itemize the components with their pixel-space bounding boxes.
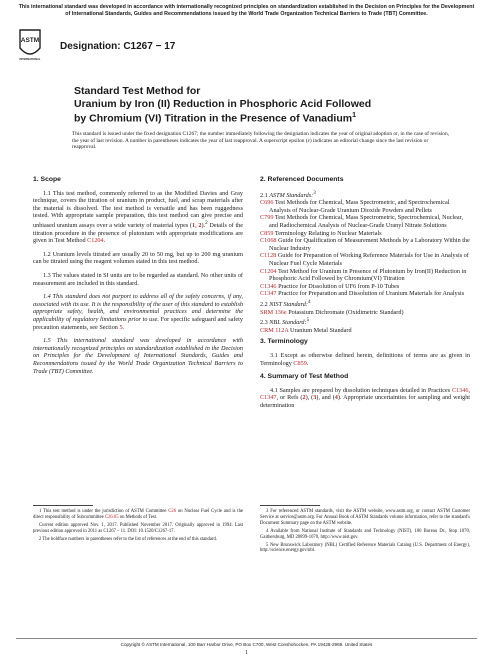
tbt-notice: This international standard was developed in accordance with internationally recognized principles on standardization established in the Decision on Principles for the Development of International Standards, Guides and Recommendations issued by the World Trade Organization Technical Barriers to Trade (TBT) Committee. (18, 4, 475, 17)
astm-reference-item: C1128 Guide for Preparation of Working Reference Materials for Use in Analysis of Nuclear Fuel Cycle Materials (260, 252, 469, 267)
para-1-5: 1.5 This international standard was developed in accordance with internationally recognized principles on standardization established in the Decision on Principles for the Development of International Standards, Guides and Recommendations issued by the World Trade Organization Technical Barriers to Trade (TBT) Committee. (33, 337, 243, 375)
ref-link-4[interactable]: 4 (334, 394, 338, 402)
link-c1347[interactable]: C1347 (260, 290, 277, 298)
link-c696[interactable]: C696 (260, 199, 274, 207)
footnote-5: 5 New Brunswick Laboratory (NBL) Certified Reference Materials Catalog (U.S. Department of Energy), http://science.energy.gov/nbl. (260, 542, 470, 554)
title-line-2: Uranium by Iron (II) Reduction in Phosphoric Acid Followed (74, 97, 372, 110)
nist-reference: SRM 136e Potassium Dichromate (Oxidimetric Standard) (260, 308, 404, 316)
link-c1068[interactable]: C1068 (260, 237, 277, 245)
para-1-1: 1.1 This test method, commonly referred to as the Modified Davies and Gray technique, covers the titration of uranium in product, fuel, and scrap materials after the material is dissolved. The test method is versatile and has been ruggedness tested. With appropriate sample preparation, this test method can give precise and unbiased uranium assays over a wide variety of material types (1, 2).$^2$ Details of the titration procedure in the presence of plutonium with appropriate modifications are given in Test Method C1204. (33, 189, 244, 245)
section-4-title: 4. Summary of Test Method (260, 373, 349, 381)
footnote-4: 4 Available from National Institute of Standards and Technology (NIST), 100 Bureau Dr., Stop 1070, Gaithersburg, MD 20899-1070, http://www.nist.gov. (260, 528, 470, 540)
link-c799[interactable]: C799 (260, 214, 274, 222)
footer-rule (16, 638, 477, 639)
title-line-3: by Chromium (VI) Titration in the Presence of Vanadium (74, 112, 353, 125)
title-line-1: Standard Test Method for (74, 85, 201, 97)
right-column (260, 176, 470, 416)
footnote-current-edition: Current edition approved Nov. 1, 2017. Published November 2017. Originally approved in 1994. Last previous edition approved in 2011 as C1267 – 11. DOI: 10.1520/C1267-17. (33, 522, 243, 534)
link-c1346[interactable]: C1346 (260, 282, 277, 290)
nbl-reference: CRM 112A Uranium Metal Standard (260, 326, 352, 334)
para-1-3: 1.3 The values stated in SI units are to be regarded as standard. No other units of measurement are included in this standard. (33, 272, 243, 287)
link-c1346[interactable]: C1346 (451, 386, 469, 394)
link-c859[interactable]: C859 (293, 359, 307, 367)
footnote-rule-right (260, 505, 320, 506)
link-c1204[interactable]: C1204 (87, 237, 104, 245)
para-1-4: 1.4 This standard does not purport to address all of the safety concerns, if any, associated with its use. It is the responsibility of the user of this standard to establish appropriate safety, health, and environmental practices and determine the applicability of regulatory limitations prior to use. For specific safeguard and safety precaution statements, see Section 5. (33, 293, 243, 331)
page-number: 1 (245, 650, 248, 656)
nbl-standard-heading: 2.3 NBL Standard:$^5$ (260, 317, 310, 327)
designation: Designation: C1267 − 17 (60, 41, 176, 52)
astm-reference-item: C799 Test Methods for Chemical, Mass Spectrometric, Spectrochemical, Nuclear, and Radiochemical Analysis of Nuclear-Grade Uranyl Nitrate Solutions (260, 214, 464, 230)
section-2-title: 2. Referenced Documents (260, 176, 344, 183)
link-srm-136e[interactable]: SRM 136e (260, 308, 287, 316)
footnote-rule-left (33, 505, 93, 506)
footnotes-right (260, 509, 470, 556)
astm-reference-item: C1347 Practice for Preparation and Dissolution of Uranium Materials for Analysis (260, 290, 465, 298)
footnote-2: 2 The boldface numbers in parentheses refer to the list of references at the end of this standard. (39, 536, 217, 542)
ref-link-3[interactable]: 3 (313, 394, 317, 402)
link-crm-112a[interactable]: CRM 112A (260, 326, 289, 334)
astm-reference-item: C859 Terminology Relating to Nuclear Materials (260, 229, 382, 237)
astm-logo (18, 28, 42, 62)
section-1-title: 1. Scope (33, 176, 61, 183)
document-title (74, 85, 434, 125)
para-3-1: 3.1 Except as otherwise defined herein, definitions of terms are as given in Terminology C859. (260, 352, 470, 367)
ref-link-2[interactable]: 2 (198, 222, 202, 230)
title-footnote-mark: 1 (352, 112, 357, 120)
ref-link-2b[interactable]: 2 (302, 394, 306, 402)
footnote-1: 1 This test method is under the jurisdiction of ASTM Committee C26 on Nuclear Fuel Cycle and is the direct responsibility of Subcommittee C26.05 on Methods of Test. (33, 509, 243, 520)
svg-text:ASTM: ASTM (20, 37, 40, 44)
link-c859[interactable]: C859 (260, 229, 274, 237)
link-c26-05[interactable]: C26.05 (104, 514, 119, 520)
astm-reference-item: C696 Test Methods for Chemical, Mass Spectrometric, and Spectrochemical Analysis of Nuclear-Grade Uranium Dioxide Powders and Pellets (260, 199, 450, 214)
footnotes-left (33, 509, 243, 545)
para-4-1: 4.1 Samples are prepared by dissolution techniques detailed in Practices C1346, C1347, or Refs (2), (3), and (4). Appropriate uncertainties for sampling and weight determination (260, 386, 471, 410)
astm-reference-item: C1068 Guide for Qualification of Measurement Methods by a Laboratory Within the Nuclear Industry (260, 237, 470, 252)
left-column (33, 176, 243, 381)
para-1-2: 1.2 Uranium levels titrated are usually 20 to 50 mg, but up to 200 mg uranium can be titrated using the reagent volumes stated in this test method. (33, 250, 243, 266)
astm-reference-item: C1346 Practice for Dissolution of UF6 from P-10 Tubes (260, 282, 400, 290)
link-section-5[interactable]: 5 (119, 323, 123, 331)
footnote-3: 3 For referenced ASTM standards, visit the ASTM website, www.astm.org, or contact ASTM Customer Service at service@astm.org. For Annual Book of ASTM Standards volume information, refer to the standard's Document Summary page on the ASTM website. (260, 509, 470, 526)
standard-issue-notice: This standard is issued under the fixed designation C1267; the number immediately following the designation indicates the year of original adoption or, in the case of revision, the year of last revision. A number in parentheses indicates the year of last reapproval. A superscript epsilon (ε) indicates an editorial change since the last revision or reapproval. (72, 131, 450, 151)
section-3-title: 3. Terminology (260, 338, 308, 346)
svg-text:INTERNATIONAL: INTERNATIONAL (19, 58, 41, 61)
link-c1128[interactable]: C1128 (260, 252, 277, 260)
link-c26[interactable]: C26 (168, 509, 177, 514)
astm-standards-heading: 2.1 ASTM Standards:$^3$ (260, 189, 316, 199)
ref-link-1[interactable]: 1 (192, 222, 196, 230)
copyright-line: Copyright © ASTM International, 100 Barr Harbor Drive, PO Box C700, West Conshohocken, PA 19428-2959. United States (120, 642, 373, 647)
link-c1204[interactable]: C1204 (260, 267, 277, 275)
nist-standard-heading: 2.2 NIST Standard:$^4$ (260, 298, 311, 309)
astm-reference-list (260, 199, 470, 298)
astm-reference-item: C1204 Test Method for Uranium in Presence of Plutonium by Iron(II) Reduction in Phosphoric Acid Followed by Chromium(VI) Titration (260, 267, 467, 283)
link-c1347[interactable]: C1347 (260, 394, 277, 402)
